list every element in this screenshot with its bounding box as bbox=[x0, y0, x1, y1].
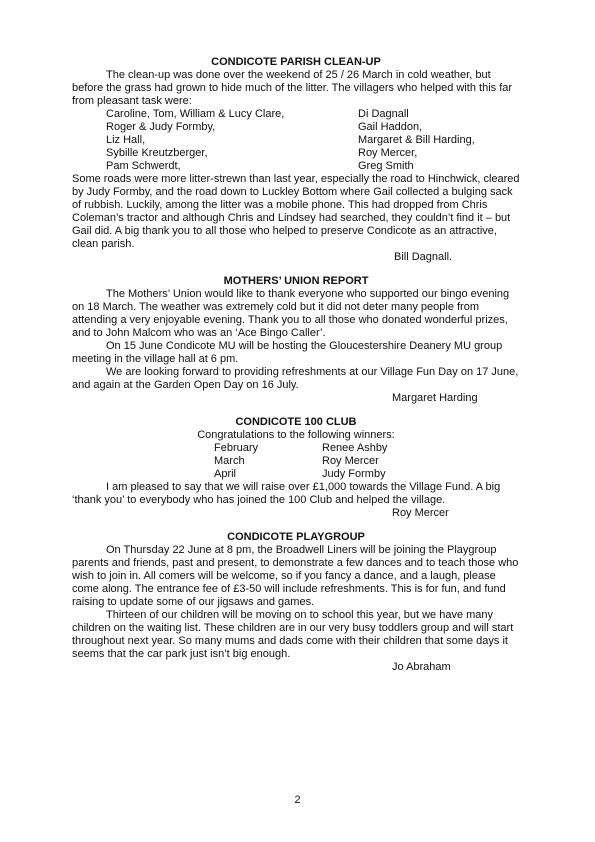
playgroup-paragraph: Thirteen of our children will be moving on to school this year, but we have many children on the waiting list. These children are in our very busy toddlers group and will start throughout next year. So many mums and dads come with their children that some days it seems that the car park just isn’t big enough. bbox=[72, 609, 514, 660]
mothers-union-paragraph: We are looking forward to providing refreshments at our Village Fun Day on 17 June, and again at the Garden Open Day on 16 July. bbox=[72, 366, 519, 391]
section-gap bbox=[72, 264, 520, 275]
helper-name: Margaret & Bill Harding, bbox=[358, 134, 475, 146]
winner-month: April bbox=[214, 468, 237, 480]
winner-month: March bbox=[214, 455, 245, 467]
club100-signature: Roy Mercer bbox=[392, 507, 449, 519]
playgroup-title: CONDICOTE PLAYGROUP bbox=[227, 531, 365, 543]
cleanup-title: CONDICOTE PARISH CLEAN-UP bbox=[211, 56, 381, 68]
cleanup-body: Some roads were more litter-strewn than last year, especially the road to Hinchwick, cleared by Judy Formby, and the road down to Luckley Bottom where Gail collected a bulging sack of rubbish. Luckily, among the litter was a mobile phone. This had dropped from Chris Coleman’s tractor and although Chris and Lindsey had searched, they couldn’t find it – but Gail did. A big thank you to all those who helped to preserve Condicote as an attractive, clean parish. bbox=[72, 173, 520, 250]
winner-name: Renee Ashby bbox=[322, 442, 388, 454]
helper-name: Caroline, Tom, William & Lucy Clare, bbox=[106, 108, 285, 120]
mothers-union-title: MOTHERS’ UNION REPORT bbox=[223, 275, 369, 287]
mothers-union-signature: Margaret Harding bbox=[392, 392, 478, 404]
winner-month: February bbox=[214, 442, 259, 454]
playgroup-signature: Jo Abraham bbox=[392, 661, 451, 673]
winner-name: Judy Formby bbox=[322, 468, 386, 480]
club100-intro: Congratulations to the following winners: bbox=[197, 429, 395, 441]
newsletter-page bbox=[72, 56, 520, 674]
winners-list bbox=[214, 442, 520, 481]
cleanup-signature: Bill Dagnall. bbox=[394, 251, 453, 263]
playgroup-paragraph: On Thursday 22 June at 8 pm, the Broadwell Liners will be joining the Playgroup parents and friends, past and present, to demonstrate a few dances and to teach those who wish to join in. All comers will be welcome, so if you fancy a dance, and a laugh, please come along. The entrance fee of £3-50 will include refreshments. This is for fun, and fund raising to update some of our jigsaws and games. bbox=[72, 544, 519, 608]
helper-name: Sybille Kreutzberger, bbox=[106, 147, 208, 159]
helper-name: Roy Mercer, bbox=[358, 147, 418, 159]
mothers-union-paragraph: On 15 June Condicote MU will be hosting the Gloucestershire Deanery MU group meeting in the village hall at 6 pm. bbox=[72, 340, 503, 365]
club100-body: I am pleased to say that we will raise over £1,000 towards the Village Fund. A big ‘thank you’ to everybody who has joined the 100 Club and helped the village. bbox=[72, 481, 501, 506]
club100-section bbox=[72, 416, 520, 520]
section-gap bbox=[72, 405, 520, 416]
winner-name: Roy Mercer bbox=[322, 455, 379, 467]
cleanup-section bbox=[72, 56, 520, 264]
section-gap bbox=[72, 520, 520, 531]
mothers-union-section bbox=[72, 275, 520, 405]
helper-name: Liz Hall, bbox=[106, 134, 146, 146]
helpers-list bbox=[106, 108, 520, 173]
cleanup-intro: The clean-up was done over the weekend of 25 / 26 March in cold weather, but before the grass had grown to hide much of the litter. The villagers who helped with this far from pleasant task were: bbox=[72, 69, 513, 107]
mothers-union-paragraph: The Mothers’ Union would like to thank everyone who supported our bingo evening on 18 March. The weather was extremely cold but it did not deter many people from attending a very enjoyable evening. Thank you to all those who donated wonderful prizes, and to John Malcom who was an ‘Ace Bingo Caller’. bbox=[72, 288, 510, 339]
helper-name: Di Dagnall bbox=[358, 108, 409, 120]
club100-title: CONDICOTE 100 CLUB bbox=[235, 416, 357, 428]
helper-name: Roger & Judy Formby, bbox=[106, 121, 216, 133]
helper-name: Pam Schwerdt, bbox=[106, 160, 181, 172]
playgroup-section bbox=[72, 531, 520, 674]
helper-name: Greg Smith bbox=[358, 160, 414, 172]
page-number: 2 bbox=[294, 794, 301, 806]
helper-name: Gail Haddon, bbox=[358, 121, 423, 133]
